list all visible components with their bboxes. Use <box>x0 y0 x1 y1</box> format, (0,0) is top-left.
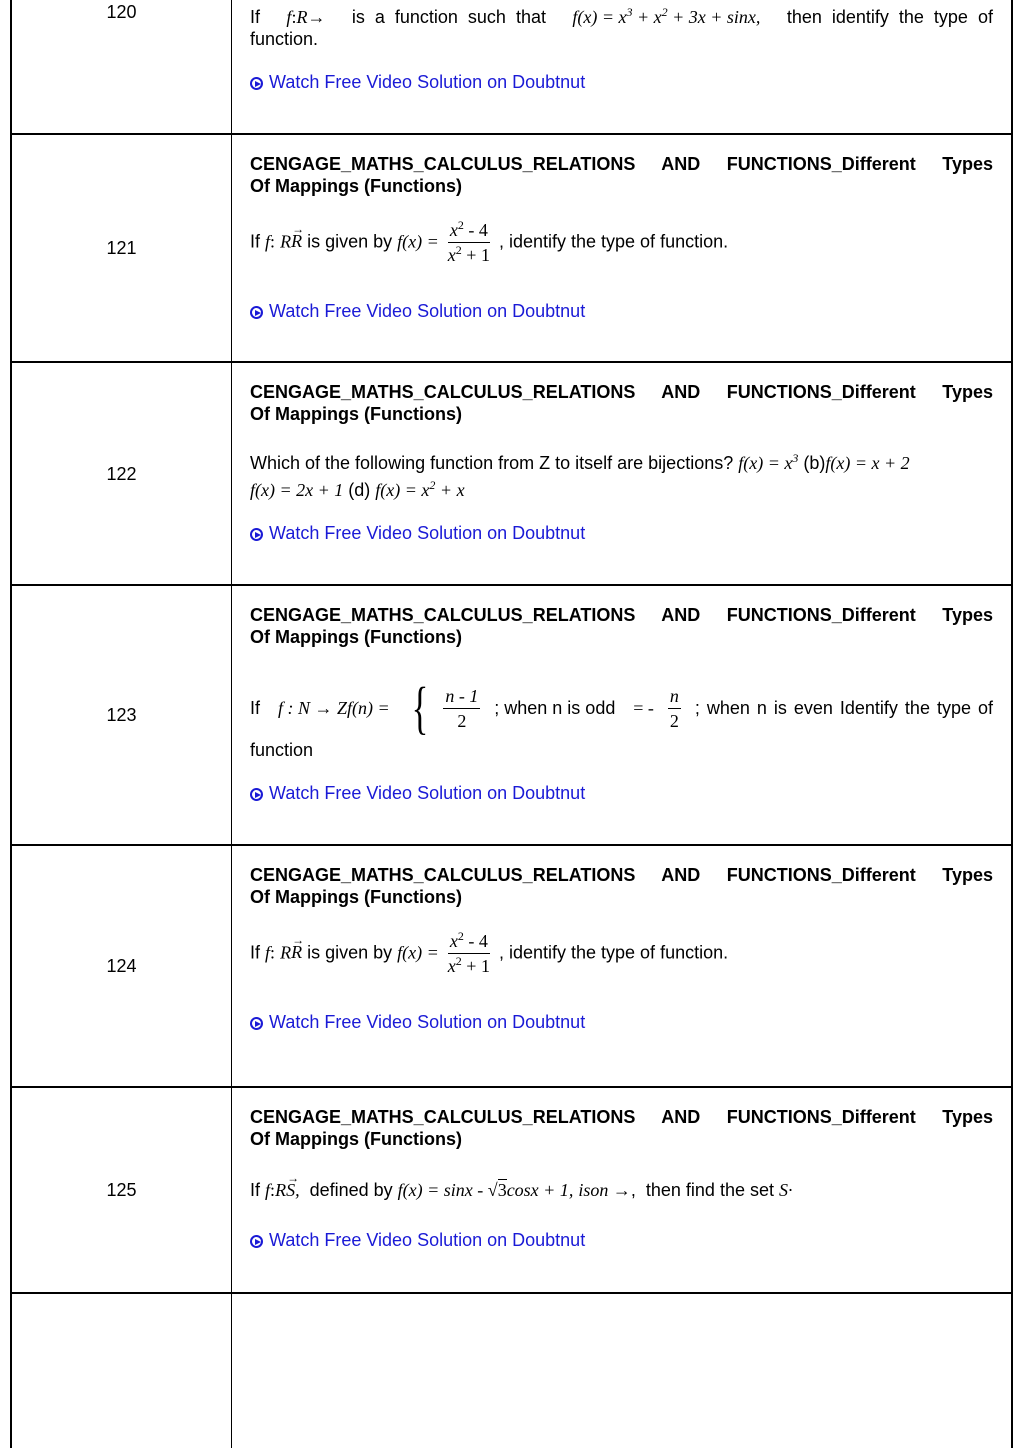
row-divider <box>10 133 1013 135</box>
question-text: Which of the following function from Z to itself are bijections? $f(x) = x^3$ (b)f(x) = x + 2 <box>250 451 910 473</box>
row-divider <box>10 1292 1013 1294</box>
row-divider <box>10 1086 1013 1088</box>
question-text-line2: function. <box>250 29 319 49</box>
question-text: If f: R→ R is given by f(x) = $\frac{x^2 - 4}{x^2 + 1}$ , identify the type of function. <box>250 220 993 265</box>
question-number: 125 <box>106 1180 137 1200</box>
question-text: If f : N → Zf(n) = { $\frac{n - 1}{2}$ ; when n is odd = - $\frac{n}{2}$ ; when n is even Identify the type of <box>250 675 993 740</box>
play-icon <box>250 788 263 801</box>
watch-video-link[interactable]: Watch Free Video Solution on Doubtnut <box>250 522 585 544</box>
section-title: CENGAGE_MATHS_CALCULUS_RELATIONS AND FUNCTIONS_Different Types Of Mappings (Functions) <box>250 1107 993 1149</box>
play-icon <box>250 1017 263 1030</box>
watch-video-link[interactable]: Watch Free Video Solution on Doubtnut <box>250 300 585 322</box>
question-number: 121 <box>106 238 137 258</box>
play-icon <box>250 528 263 541</box>
row-divider <box>10 584 1013 586</box>
section-title: CENGAGE_MATHS_CALCULUS_RELATIONS AND FUNCTIONS_Different Types Of Mappings (Functions) <box>250 605 993 647</box>
left-brace-icon: { <box>411 675 428 740</box>
question-number: 120 <box>106 2 137 22</box>
question-text: If f: R→ R is given by f(x) = $\frac{x^2 - 4}{x^2 + 1}$ , identify the type of function. <box>250 931 993 976</box>
question-text-line2: function <box>250 740 314 760</box>
fraction: $\frac{n - 1}{2}$ <box>445 685 479 731</box>
play-icon <box>250 306 263 319</box>
row-divider <box>10 361 1013 363</box>
play-icon <box>250 77 263 90</box>
question-number: 122 <box>106 464 137 484</box>
fraction: $\frac{n}{2}$ <box>669 685 679 731</box>
section-title: CENGAGE_MATHS_CALCULUS_RELATIONS AND FUNCTIONS_Different Types Of Mappings (Functions) <box>250 382 993 424</box>
question-number: 124 <box>106 956 137 976</box>
watch-video-link[interactable]: Watch Free Video Solution on Doubtnut <box>250 71 585 93</box>
question-number: 123 <box>106 705 137 725</box>
watch-video-link[interactable]: Watch Free Video Solution on Doubtnut <box>250 782 585 804</box>
question-text: If f:R→ S, defined by f(x) = sinx - √3cosx + 1, ison →, then find the set S· <box>250 1179 993 1201</box>
play-icon <box>250 1235 263 1248</box>
column-separator <box>231 0 232 1448</box>
section-title: CENGAGE_MATHS_CALCULUS_RELATIONS AND FUNCTIONS_Different Types Of Mappings (Functions) <box>250 154 993 196</box>
watch-video-link[interactable]: Watch Free Video Solution on Doubtnut <box>250 1011 585 1033</box>
row-divider <box>10 844 1013 846</box>
watch-video-link[interactable]: Watch Free Video Solution on Doubtnut <box>250 1229 585 1251</box>
question-text: If f:R→ is a function such that $f(x) = x^3 + x^2 + 3x + \sin x$, then identify the type of <box>250 5 993 27</box>
fraction: $\frac{x^2 - 4}{x^2 + 1}$ <box>447 218 490 265</box>
section-title: CENGAGE_MATHS_CALCULUS_RELATIONS AND FUNCTIONS_Different Types Of Mappings (Functions) <box>250 865 993 907</box>
question-text-line2: f(x) = 2x + 1 (d) $f(x) = x^2 + x$ <box>250 478 465 500</box>
fraction: $\frac{x^2 - 4}{x^2 + 1}$ <box>447 929 490 976</box>
